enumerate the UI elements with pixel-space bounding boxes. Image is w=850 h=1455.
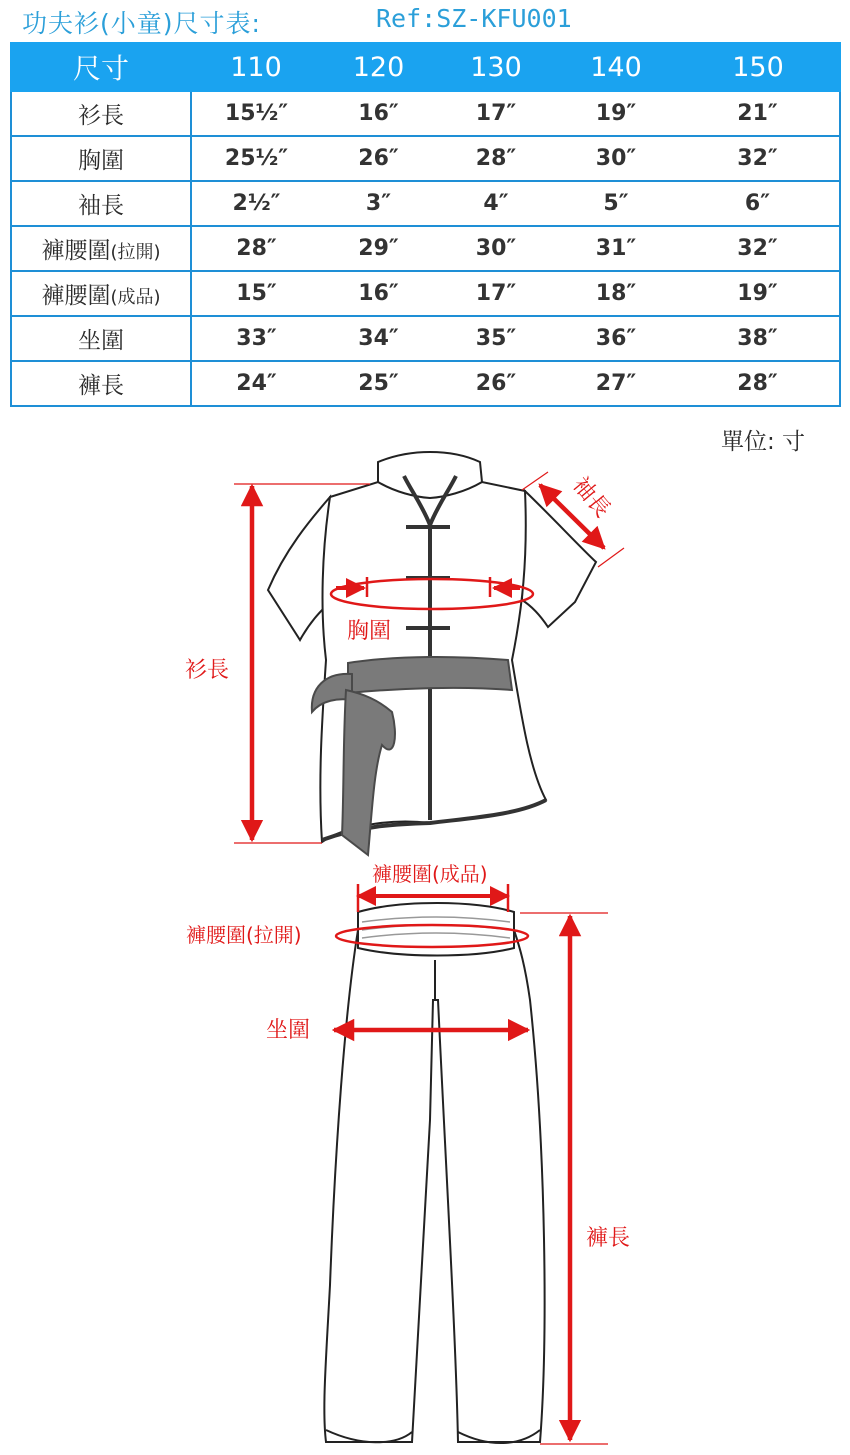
table-cell: 25″ <box>321 361 436 406</box>
row-label-text: 褲腰圍 <box>41 283 111 309</box>
row-label <box>11 91 191 136</box>
table-cell: 16″ <box>321 91 436 136</box>
row-label-suffix: (成品) <box>110 287 161 308</box>
size-chart-table <box>10 42 841 407</box>
table-cell: 4″ <box>436 181 556 226</box>
table-cell: 6″ <box>676 181 840 226</box>
size-header: 130 <box>436 43 556 91</box>
row-label-text: 袖長 <box>78 193 124 219</box>
waist-stretched-label: 褲腰圍(拉開) <box>186 923 302 947</box>
table-cell: 15½″ <box>191 91 321 136</box>
table-cell: 29″ <box>321 226 436 271</box>
table-cell: 33″ <box>191 316 321 361</box>
table-header-row <box>11 43 840 91</box>
table-cell: 25½″ <box>191 136 321 181</box>
pants-length-label: 褲長 <box>586 1226 631 1251</box>
reference-code: Ref:SZ-KFU001 <box>376 4 572 33</box>
table-cell: 31″ <box>556 226 676 271</box>
table-cell: 19″ <box>676 271 840 316</box>
row-label <box>11 361 191 406</box>
title-row <box>0 0 850 40</box>
table-cell: 38″ <box>676 316 840 361</box>
table-cell: 28″ <box>191 226 321 271</box>
row-label-text: 褲腰圍 <box>41 238 111 264</box>
table-cell: 32″ <box>676 226 840 271</box>
size-header: 120 <box>321 43 436 91</box>
table-cell: 26″ <box>436 361 556 406</box>
table-row <box>11 226 840 271</box>
table-cell: 34″ <box>321 316 436 361</box>
garment-diagram <box>0 440 850 1455</box>
table-row <box>11 181 840 226</box>
sleeve-length-label: 袖長 <box>567 472 615 523</box>
table-cell: 2½″ <box>191 181 321 226</box>
table-row <box>11 136 840 181</box>
row-label <box>11 316 191 361</box>
table-cell: 3″ <box>321 181 436 226</box>
row-label-text: 胸圍 <box>78 148 124 174</box>
table-row <box>11 271 840 316</box>
pants-illustration <box>324 903 544 1443</box>
table-cell: 27″ <box>556 361 676 406</box>
row-label-text: 衫長 <box>78 103 124 129</box>
table-cell: 15″ <box>191 271 321 316</box>
table-cell: 32″ <box>676 136 840 181</box>
table-cell: 26″ <box>321 136 436 181</box>
table-row <box>11 361 840 406</box>
size-header: 150 <box>676 43 840 91</box>
table-cell: 19″ <box>556 91 676 136</box>
table-cell: 16″ <box>321 271 436 316</box>
row-label <box>11 136 191 181</box>
size-header: 140 <box>556 43 676 91</box>
pants-outline <box>324 930 544 1442</box>
table-corner-label: 尺寸 <box>11 43 191 91</box>
table-cell: 17″ <box>436 91 556 136</box>
size-header: 110 <box>191 43 321 91</box>
table-cell: 36″ <box>556 316 676 361</box>
table-cell: 17″ <box>436 271 556 316</box>
page-title: 功夫衫(小童)尺寸表: <box>22 9 261 38</box>
unit-note: 單位: 寸 <box>720 429 805 455</box>
row-label-text: 褲長 <box>78 373 124 399</box>
table-cell: 18″ <box>556 271 676 316</box>
table-cell: 28″ <box>436 136 556 181</box>
row-label <box>11 226 191 271</box>
chest-label: 胸圍 <box>347 619 392 644</box>
shirt-left-sleeve <box>268 497 330 640</box>
table-row <box>11 316 840 361</box>
table-row <box>11 91 840 136</box>
row-label-text: 坐圍 <box>78 328 124 354</box>
row-label <box>11 271 191 316</box>
table-cell: 24″ <box>191 361 321 406</box>
waist-finished-label: 褲腰圍(成品) <box>372 862 488 886</box>
shirt-right-sleeve <box>522 491 596 627</box>
hip-label: 坐圍 <box>266 1018 311 1043</box>
table-cell: 21″ <box>676 91 840 136</box>
table-cell: 28″ <box>676 361 840 406</box>
shirt-length-label: 衫長 <box>185 658 230 683</box>
table-cell: 30″ <box>436 226 556 271</box>
table-cell: 5″ <box>556 181 676 226</box>
row-label-suffix: (拉開) <box>110 242 161 263</box>
row-label <box>11 181 191 226</box>
table-cell: 30″ <box>556 136 676 181</box>
table-cell: 35″ <box>436 316 556 361</box>
